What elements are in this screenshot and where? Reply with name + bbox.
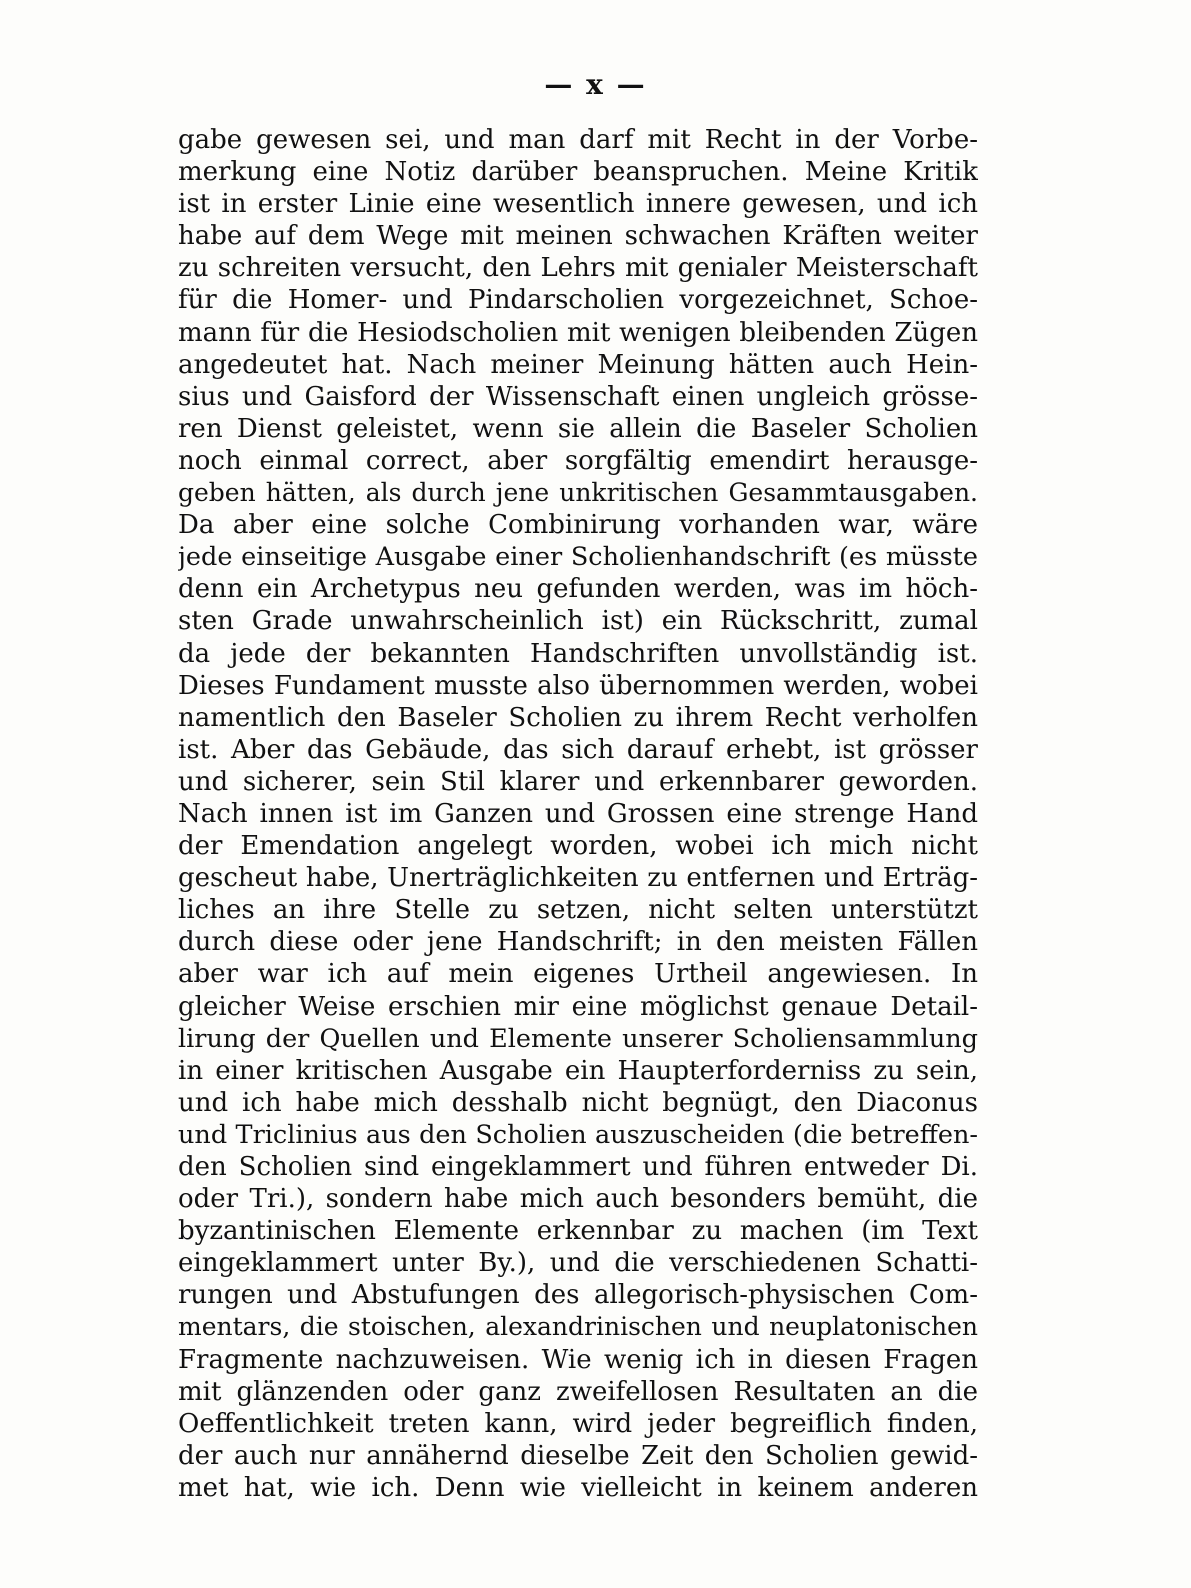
text-line: gescheut habe, Unerträglichkeiten zu entfernen und Erträg- (178, 863, 978, 894)
body-text (178, 124, 978, 1504)
text-line: gabe gewesen sei, und man darf mit Recht in der Vorbe- (178, 125, 978, 155)
text-line: für die Homer- und Pindarscholien vorgezeichnet, Schoe- (178, 285, 978, 316)
text-line: sius und Gaisford der Wissenschaft einen ungleich grösse- (178, 381, 978, 412)
text-line: und Triclinius aus den Scholien auszuscheiden (die betreffen- (178, 1119, 978, 1150)
text-line: den Scholien sind eingeklammert und führen entweder Di. (178, 1152, 978, 1182)
text-line: geben hätten, als durch jene unkritischen Gesammtausgaben. (178, 478, 978, 508)
text-line: in einer kritischen Ausgabe ein Haupterforderniss zu sein, (178, 1055, 978, 1086)
text-line: Nach innen ist im Ganzen und Grossen eine strenge Hand (178, 798, 978, 829)
text-line: der auch nur annähernd dieselbe Zeit den Scholien gewid- (178, 1440, 978, 1471)
text-line: ist. Aber das Gebäude, das sich darauf erhebt, ist grösser (178, 734, 978, 765)
text-line: Oeffentlichkeit treten kann, wird jeder begreiflich finden, (178, 1408, 978, 1439)
text-line: ist in erster Linie eine wesentlich innere gewesen, und ich (178, 189, 978, 220)
text-line: und ich habe mich desshalb nicht begnügt, den Diaconus (178, 1087, 978, 1118)
text-line: noch einmal correct, aber sorgfältig emendirt herausge- (178, 445, 978, 476)
text-line: liches an ihre Stelle zu setzen, nicht selten unterstützt (178, 895, 978, 926)
text-line: angedeutet hat. Nach meiner Meinung hätten auch Hein- (178, 349, 978, 380)
text-line: lirung der Quellen und Elemente unserer Scholiensammlung (178, 1023, 978, 1054)
text-line: habe auf dem Wege mit meinen schwachen Kräften weiter (178, 221, 978, 252)
text-line: oder Tri.), sondern habe mich auch besonders bemüht, die (178, 1184, 978, 1215)
text-line: aber war ich auf mein eigenes Urtheil angewiesen. In (178, 959, 978, 990)
text-line: mentars, die stoischen, alexandrinischen und neuplatonischen (178, 1312, 978, 1342)
text-line: merkung eine Notiz darüber beanspruchen. Meine Kritik (178, 157, 978, 188)
text-line: met hat, wie ich. Denn wie vielleicht in keinem anderen (178, 1472, 978, 1503)
text-line: denn ein Archetypus neu gefunden werden, was im höch- (178, 574, 978, 605)
text-line: rungen und Abstufungen des allegorisch-physischen Com- (178, 1280, 978, 1311)
text-line: mit glänzenden oder ganz zweifellosen Resultaten an die (178, 1376, 978, 1407)
text-line: da jede der bekannten Handschriften unvollständig ist. (178, 638, 978, 669)
text-line: und sicherer, sein Stil klarer und erkennbarer geworden. (178, 766, 978, 797)
text-line: Fragmente nachzuweisen. Wie wenig ich in diesen Fragen (178, 1344, 978, 1375)
text-line: sten Grade unwahrscheinlich ist) ein Rückschritt, zumal (178, 606, 978, 637)
text-line: eingeklammert unter By.), und die verschiedenen Schatti- (178, 1248, 978, 1279)
text-line: Da aber eine solche Combinirung vorhanden war, wäre (178, 510, 978, 541)
text-line: Dieses Fundament musste also übernommen werden, wobei (178, 670, 978, 701)
text-line: ren Dienst geleistet, wenn sie allein die Baseler Scholien (178, 413, 978, 444)
text-line: der Emendation angelegt worden, wobei ich mich nicht (178, 831, 978, 862)
text-line: mann für die Hesiodscholien mit wenigen bleibenden Zügen (178, 317, 978, 348)
text-line: jede einseitige Ausgabe einer Scholienhandschrift (es müsste (178, 542, 978, 573)
text-line: durch diese oder jene Handschrift; in den meisten Fällen (178, 927, 978, 958)
text-line: namentlich den Baseler Scholien zu ihrem Recht verholfen (178, 702, 978, 733)
text-line: zu schreiten versucht, den Lehrs mit genialer Meisterschaft (178, 253, 978, 284)
page-number-header: — x — (544, 68, 647, 101)
text-line: gleicher Weise erschien mir eine möglichst genaue Detail- (178, 991, 978, 1022)
text-line: byzantinischen Elemente erkennbar zu machen (im Text (178, 1216, 978, 1247)
